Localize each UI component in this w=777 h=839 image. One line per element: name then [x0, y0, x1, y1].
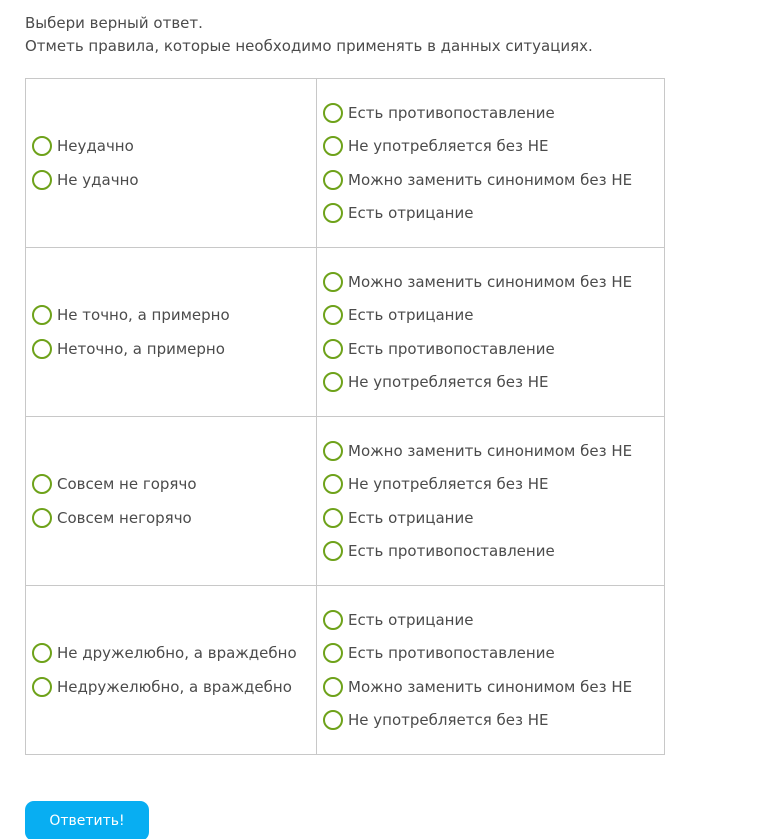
rule-option[interactable]	[323, 468, 664, 502]
rule-cell	[317, 248, 665, 417]
situation-cell	[26, 586, 317, 755]
situation-option[interactable]	[32, 670, 316, 704]
option-label: Недружелюбно, а враждебно	[57, 677, 292, 696]
option-label: Есть противопоставление	[348, 542, 555, 561]
rule-option[interactable]	[323, 670, 664, 704]
rule-option[interactable]	[323, 501, 664, 535]
option-label: Неточно, а примерно	[57, 339, 225, 358]
radio-button[interactable]	[323, 103, 343, 123]
radio-button[interactable]	[323, 643, 343, 663]
radio-button[interactable]	[323, 305, 343, 325]
situation-cell	[26, 417, 317, 586]
option-label: Можно заменить синонимом без НЕ	[348, 272, 633, 291]
instructions	[25, 12, 593, 58]
rule-option[interactable]	[323, 163, 664, 197]
situation-option[interactable]	[32, 163, 316, 197]
situation-cell	[26, 248, 317, 417]
instruction-line-2: Отметь правила, которые необходимо применять в данных ситуациях.	[25, 37, 593, 55]
radio-button[interactable]	[32, 170, 52, 190]
radio-button[interactable]	[32, 677, 52, 697]
radio-button[interactable]	[32, 474, 52, 494]
option-label: Не дружелюбно, а враждебно	[57, 644, 297, 663]
radio-button[interactable]	[32, 339, 52, 359]
radio-button[interactable]	[323, 441, 343, 461]
radio-button[interactable]	[323, 610, 343, 630]
situation-cell	[26, 79, 317, 248]
option-label: Можно заменить синонимом без НЕ	[348, 441, 633, 460]
rule-option[interactable]	[323, 366, 664, 400]
option-label: Можно заменить синонимом без НЕ	[348, 677, 633, 696]
option-label: Не употребляется без НЕ	[348, 373, 549, 392]
option-label: Есть противопоставление	[348, 644, 555, 663]
situation-option[interactable]	[32, 501, 316, 535]
rule-option[interactable]	[323, 704, 664, 738]
radio-button[interactable]	[32, 305, 52, 325]
radio-button[interactable]	[323, 339, 343, 359]
rule-option[interactable]	[323, 197, 664, 231]
radio-button[interactable]	[323, 508, 343, 528]
rule-cell	[317, 417, 665, 586]
situation-option[interactable]	[32, 130, 316, 164]
option-label: Есть противопоставление	[348, 103, 555, 122]
option-label: Не удачно	[57, 170, 139, 189]
submit-answer-button[interactable]: Ответить!	[25, 801, 149, 839]
rule-cell	[317, 79, 665, 248]
option-label: Не употребляется без НЕ	[348, 137, 549, 156]
option-label: Есть отрицание	[348, 204, 474, 223]
radio-button[interactable]	[323, 541, 343, 561]
rule-option[interactable]	[323, 535, 664, 569]
situation-option[interactable]	[32, 332, 316, 366]
situation-option[interactable]	[32, 299, 316, 333]
rule-option[interactable]	[323, 332, 664, 366]
option-label: Есть отрицание	[348, 610, 474, 629]
option-label: Есть отрицание	[348, 508, 474, 527]
instruction-line-1: Выбери верный ответ.	[25, 14, 203, 32]
radio-button[interactable]	[323, 136, 343, 156]
quiz-row	[26, 586, 665, 755]
quiz-row	[26, 248, 665, 417]
situation-option[interactable]	[32, 637, 316, 671]
radio-button[interactable]	[323, 203, 343, 223]
option-label: Есть противопоставление	[348, 339, 555, 358]
option-label: Не употребляется без НЕ	[348, 475, 549, 494]
option-label: Совсем не горячо	[57, 475, 197, 494]
rule-option[interactable]	[323, 265, 664, 299]
radio-button[interactable]	[32, 643, 52, 663]
option-label: Неудачно	[57, 137, 134, 156]
radio-button[interactable]	[323, 170, 343, 190]
radio-button[interactable]	[323, 710, 343, 730]
radio-button[interactable]	[32, 136, 52, 156]
rule-cell	[317, 586, 665, 755]
rule-option[interactable]	[323, 637, 664, 671]
option-label: Можно заменить синонимом без НЕ	[348, 170, 633, 189]
radio-button[interactable]	[323, 272, 343, 292]
option-label: Не употребляется без НЕ	[348, 711, 549, 730]
radio-button[interactable]	[323, 677, 343, 697]
rule-option[interactable]	[323, 130, 664, 164]
option-label: Совсем негорячо	[57, 508, 192, 527]
rule-option[interactable]	[323, 603, 664, 637]
radio-button[interactable]	[32, 508, 52, 528]
option-label: Не точно, а примерно	[57, 306, 230, 325]
rule-option[interactable]	[323, 299, 664, 333]
quiz-table	[25, 78, 665, 755]
situation-option[interactable]	[32, 468, 316, 502]
radio-button[interactable]	[323, 474, 343, 494]
quiz-row	[26, 417, 665, 586]
rule-option[interactable]	[323, 96, 664, 130]
radio-button[interactable]	[323, 372, 343, 392]
option-label: Есть отрицание	[348, 306, 474, 325]
quiz-row	[26, 79, 665, 248]
rule-option[interactable]	[323, 434, 664, 468]
